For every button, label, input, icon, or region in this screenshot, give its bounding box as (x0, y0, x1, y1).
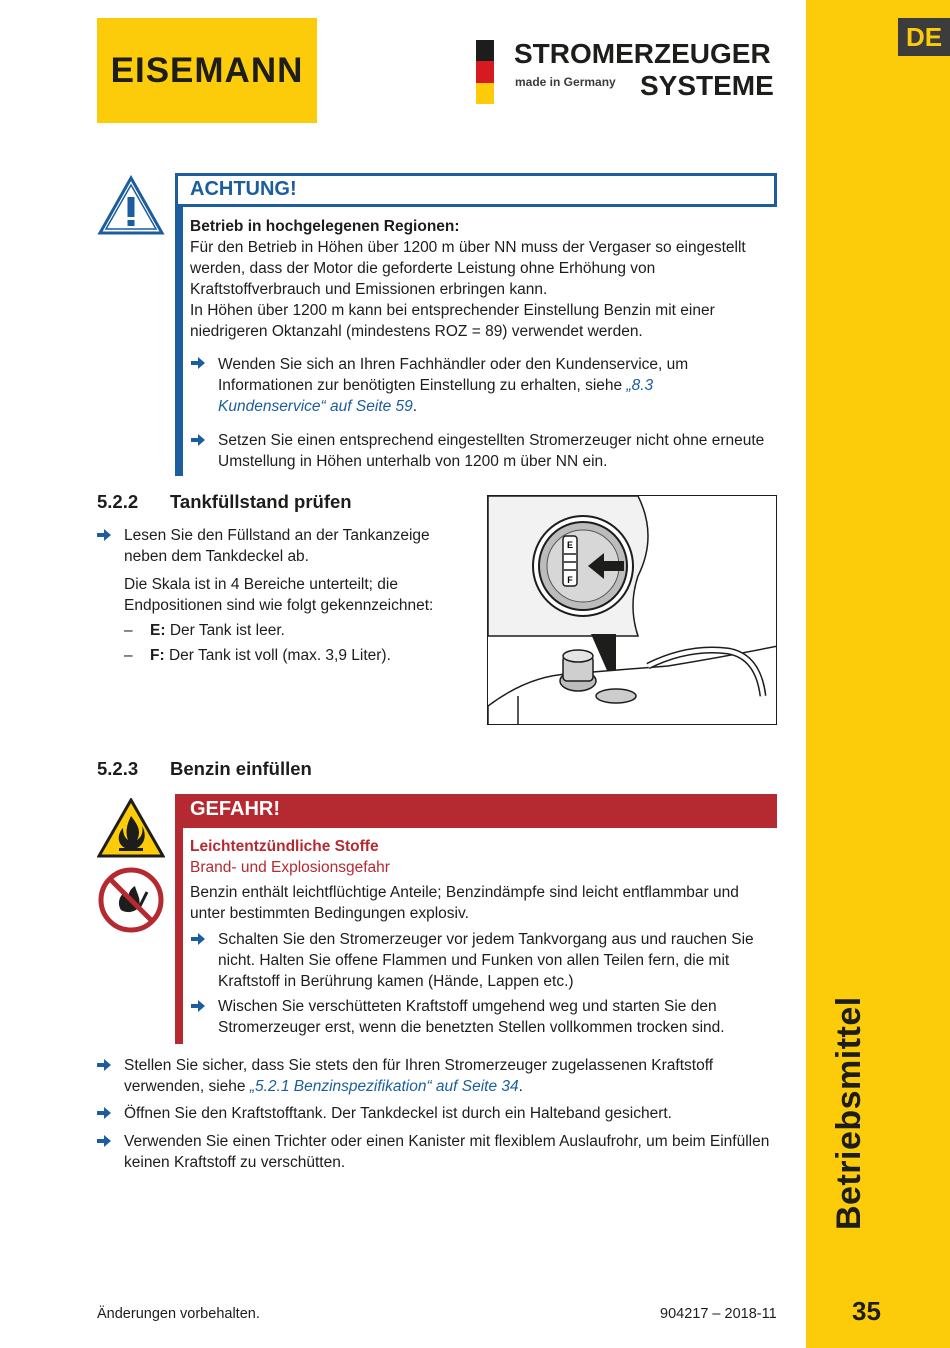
no-open-flame-icon (97, 866, 165, 934)
arrow-right-icon (97, 529, 111, 541)
notice-paragraph: In Höhen über 1200 m kann bei entsprechender Einstellung Benzin mit einer niedrigeren Oktanzahl (mindestens ROZ = 89) verwendet werden. (190, 302, 715, 340)
instruction-step: Öffnen Sie den Kraftstofftank. Der Tankdeckel ist durch ein Halteband gesichert. (124, 1105, 672, 1122)
brand-line-2: SYSTEME (640, 70, 774, 101)
notice-bullet: Setzen Sie einen entsprechend eingestellten Stromerzeuger nicht ohne erneute Umstellung in Höhen unterhalb von 1200 m über NN ein. (218, 432, 765, 470)
notice-title: ACHTUNG! (190, 178, 297, 200)
language-badge: DE (898, 18, 950, 56)
notice-paragraph: Für den Betrieb in Höhen über 1200 m über NN muss der Vergaser so eingestellt werden, dass der Motor die geforderte Leistung ohne Erhöhung von Kraftstoffverbrauch und Emissionen erbringen kann. (190, 239, 746, 298)
notice-bar (175, 173, 183, 476)
notice-body (190, 216, 770, 342)
arrow-right-icon (191, 1000, 205, 1012)
arrow-right-icon (191, 357, 205, 369)
footer-note: Änderungen vorbehalten. (97, 1306, 260, 1322)
arrow-right-icon (97, 1135, 111, 1147)
danger-bullet: Schalten Sie den Stromerzeuger vor jedem Tankvorgang aus und rauchen Sie nicht. Halten Sie offene Flammen und Funken von allen Teilen fern, die mit Kraftstoff in Berührung kamen (Hände, Lappen etc.) (218, 931, 754, 990)
tank-gauge-figure (487, 495, 777, 725)
arrow-right-icon (191, 933, 205, 945)
document-number: 904217 – 2018-11 (660, 1306, 777, 1322)
danger-paragraph: Benzin enthält leichtflüchtige Anteile; Benzindämpfe sind leicht entflammbar und unter bestimmten Bedingungen explosiv. (190, 884, 739, 922)
instruction-bullet: Lesen Sie den Füllstand an der Tankanzeige neben dem Tankdeckel ab. (124, 527, 430, 565)
danger-subtitle-2: Brand- und Explosionsgefahr (190, 859, 390, 876)
instruction-step: Verwenden Sie einen Trichter oder einen Kanister mit flexiblem Auslaufrohr, um beim Einfüllen keinen Kraftstoff zu verschütten. (124, 1133, 770, 1171)
gauge-label-f: F (567, 575, 573, 585)
danger-bar (175, 794, 183, 1044)
tank-gauge-illustration (488, 496, 777, 725)
link-benzinspezifikation[interactable]: „5.2.1 Benzinspezifikation“ auf Seite 34 (249, 1078, 519, 1095)
danger-subtitle: Leichtentzündliche Stoffe (190, 838, 379, 855)
danger-title: GEFAHR! (190, 798, 280, 820)
danger-header (175, 794, 777, 828)
section-title: Tankfüllstand prüfen (170, 491, 352, 512)
side-band (806, 0, 950, 1348)
germany-flag-icon (476, 40, 494, 104)
gauge-label-e: E (566, 540, 574, 550)
notice-subtitle: Betrieb in hochgelegenen Regionen: (190, 218, 460, 235)
eisemann-logo (97, 18, 317, 123)
link-kundenservice[interactable]: „8.3 Kundenservice“ auf Seite 59 (218, 377, 654, 415)
page-number: 35 (852, 1296, 881, 1326)
danger-bullet: Wischen Sie verschütteten Kraftstoff umgehend weg und starten Sie den Stromerzeuger erst, wenn die benetzten Stellen vollkommen trocken sind. (218, 998, 725, 1036)
fire-hazard-icon (97, 798, 165, 858)
instruction-step: Stellen Sie sicher, dass Sie stets den für Ihren Stromerzeuger zugelassenen Kraftstoff verwenden, siehe „5.2.1 Benzinspezifikation“ auf Seite 34. (124, 1057, 714, 1095)
warning-triangle-icon (97, 175, 165, 237)
chapter-title: Betriebsmittel (830, 996, 868, 1230)
danger-body (190, 836, 770, 924)
logo-text: EISEMANN (110, 50, 304, 90)
arrow-right-icon (97, 1059, 111, 1071)
scale-description: Die Skala ist in 4 Bereiche unterteilt; die Endpositionen sind wie folgt gekennzeichnet: (124, 576, 434, 614)
section-number: 5.2.2 (97, 491, 139, 512)
section-title: Benzin einfüllen (170, 758, 312, 779)
notice-bullet: Wenden Sie sich an Ihren Fachhändler oder den Kundenservice, um Informationen zur benötigten Einstellung zu erhalten, siehe „8.3 Kundenservice“ auf Seite 59. (218, 356, 689, 415)
arrow-right-icon (97, 1107, 111, 1119)
brand-line-1: STROMERZEUGER (514, 38, 771, 69)
brand-subtitle: made in Germany (515, 75, 616, 89)
notice-header (175, 173, 777, 207)
arrow-right-icon (191, 434, 205, 446)
section-number: 5.2.3 (97, 758, 139, 779)
